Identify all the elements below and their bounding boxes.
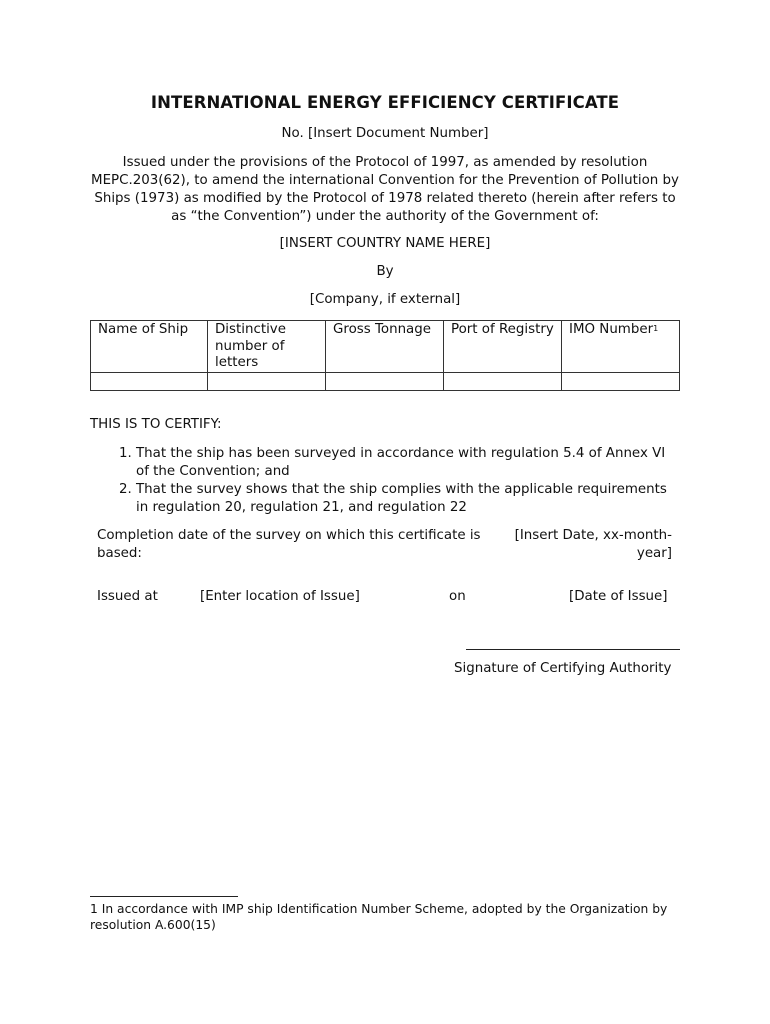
list-item: 1. That the ship has been surveyed in accordance with regulation 5.4 of Annex VI of the Convention; and	[136, 445, 680, 481]
imo-number-label: IMO Number	[569, 322, 654, 337]
ship-particulars-table	[90, 320, 680, 391]
table-row	[91, 372, 680, 390]
footnote-marker: 1	[653, 324, 659, 333]
country-name: [INSERT COUNTRY NAME HERE]	[279, 236, 491, 251]
table-header-row	[91, 321, 680, 373]
signature-line	[466, 649, 680, 650]
issue-date: [Date of Issue]	[569, 589, 668, 604]
footnote-divider	[90, 896, 238, 897]
issue-location: [Enter location of Issue]	[200, 589, 360, 604]
gross-tonnage-cell[interactable]	[326, 372, 444, 390]
issued-paragraph: Issued under the provisions of the Protocol of 1997, as amended by resolution MEPC.203(62), to amend the international Convention for the Prevention of Pollution by Ships (1973) as modified by the Protocol of 1978 related thereto (herein after refers to as “the Convention”) under the authority of the Government of:	[91, 155, 679, 224]
issued-at-label: Issued at	[97, 589, 158, 604]
by-label: By	[376, 264, 394, 279]
completion-date-label: Completion date of the survey on which this certificate is based:	[97, 528, 481, 561]
header-name-of-ship: Name of Ship	[91, 321, 208, 373]
document-number: No. [Insert Document Number]	[281, 126, 489, 141]
header-gross-tonnage: Gross Tonnage	[326, 321, 444, 373]
list-item: 2. That the survey shows that the ship complies with the applicable requirements in regulation 20, regulation 21, and regulation 22	[136, 481, 680, 517]
port-of-registry-cell[interactable]	[444, 372, 562, 390]
imo-number-cell[interactable]	[562, 372, 680, 390]
certify-heading: THIS IS TO CERTIFY:	[90, 417, 222, 432]
distinctive-number-cell[interactable]	[208, 372, 326, 390]
header-distinctive-number: Distinctive number of letters	[208, 321, 326, 373]
certify-list	[90, 445, 680, 517]
header-imo-number	[562, 321, 680, 373]
header-port-of-registry: Port of Registry	[444, 321, 562, 373]
footnote-text: 1 In accordance with IMP ship Identification Number Scheme, adopted by the Organization by resolution A.600(15)	[90, 902, 668, 932]
signature-label: Signature of Certifying Authority	[454, 661, 672, 676]
company-name: [Company, if external]	[309, 292, 461, 307]
completion-date-value: [Insert Date, xx-month-year]	[514, 528, 672, 561]
on-label: on	[449, 589, 466, 604]
certificate-title: INTERNATIONAL ENERGY EFFICIENCY CERTIFICATE	[150, 93, 620, 112]
name-of-ship-cell[interactable]	[91, 372, 208, 390]
